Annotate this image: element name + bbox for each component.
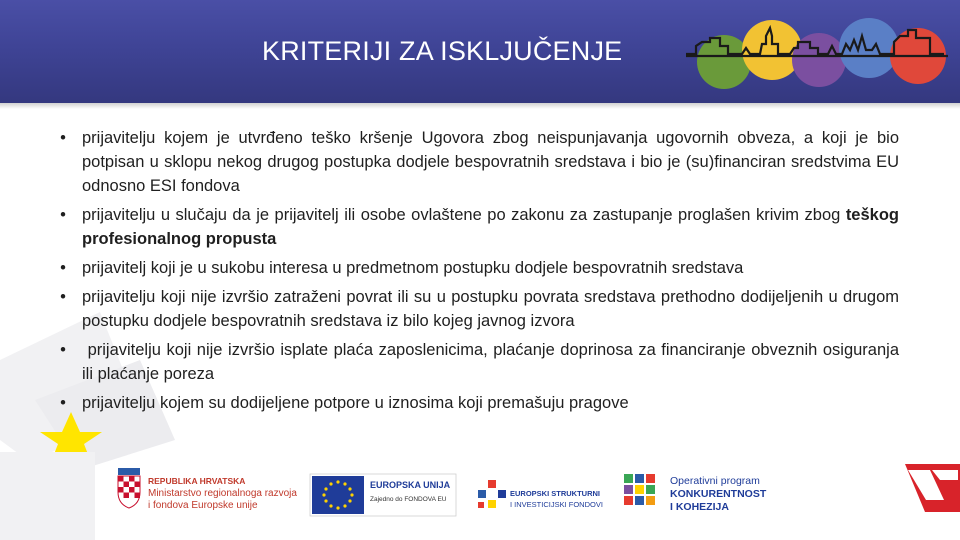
list-item-text: prijavitelju koji nije izvršio zatraženi povrat ili su u postupku povrata sredstava prethodno dodijeljenih u drugom postupku dodjele bespovratnih sredstava iz bilo kojeg javnog izvora	[82, 288, 899, 330]
list-item-text: prijavitelj koji je u sukobu interesa u predmetnom postupku dodjele bespovratnih sredstava	[82, 259, 744, 277]
logo-esi-line1: EUROPSKI STRUKTURNI	[510, 489, 601, 498]
logo-eu-line2: Zajedno do FONDOVA EU	[370, 496, 447, 503]
page-title: KRITERIJI ZA ISKLJUČENJE	[262, 36, 623, 66]
bullet-symbol: •	[60, 259, 66, 277]
list-item	[56, 338, 904, 386]
eu-logo	[310, 474, 456, 516]
list-item	[56, 126, 899, 198]
bullet-symbol: •	[60, 129, 66, 147]
footer-red-corner	[905, 464, 960, 512]
logo-rh-line2: Ministarstvo regionalnoga razvoja	[148, 488, 297, 499]
list-item	[56, 256, 899, 280]
croatian-coat-of-arms-icon	[118, 468, 140, 508]
logo-op-line2: KONKURENTNOST	[670, 488, 767, 500]
bullet-symbol: •	[60, 341, 66, 359]
logo-op-line3: I KOHEZIJA	[670, 501, 729, 513]
list-item	[56, 203, 899, 251]
list-item	[56, 285, 899, 333]
list-item-text: prijavitelju koji nije izvršio isplate plaća zaposlenicima, plaćanje doprinosa za financiranje obveznih osiguranja ili plaćanje poreza	[82, 341, 904, 383]
criteria-list	[56, 126, 904, 420]
bullet-symbol: •	[60, 206, 66, 224]
logo-esi-line2: I INVESTICIJSKI FONDOVI	[510, 500, 603, 509]
logo-op-line1: Operativni program	[670, 475, 760, 487]
list-item-text: prijavitelju u slučaju da je prijavitelj ili osobe ovlaštene po zakonu za zastupanje proglašen krivim zbog	[82, 206, 846, 224]
logo-eu-line1: EUROPSKA UNIJA	[370, 480, 451, 490]
logo-rh-line3: i fondova Europske unije	[148, 500, 258, 511]
footer-logos	[0, 434, 960, 540]
bullet-symbol: •	[60, 288, 66, 306]
esi-funds-logo	[478, 480, 603, 509]
list-item-text: prijavitelju kojem su dodijeljene potpore u iznosima koji premašuju pragove	[82, 394, 629, 412]
logo-rh-line1: REPUBLIKA HRVATSKA	[148, 476, 246, 486]
footer-grey-shape	[0, 452, 95, 540]
list-item	[56, 391, 899, 415]
list-item-text: prijavitelju kojem je utvrđeno teško kršenje Ugovora zbog neispunjavanja ugovornih obveza, a koji je bio potpisan u sklopu nekog drugog postupka dodjele bespovratnih sredstava i bio je (su)financiran sredstvima EU odnosno ESI fondova	[82, 129, 899, 195]
list-item-bold-text: teškog profesionalnog propusta	[82, 206, 899, 248]
city-logo-decoration	[686, 14, 960, 94]
op-logo	[624, 474, 767, 513]
bullet-symbol: •	[60, 394, 66, 412]
